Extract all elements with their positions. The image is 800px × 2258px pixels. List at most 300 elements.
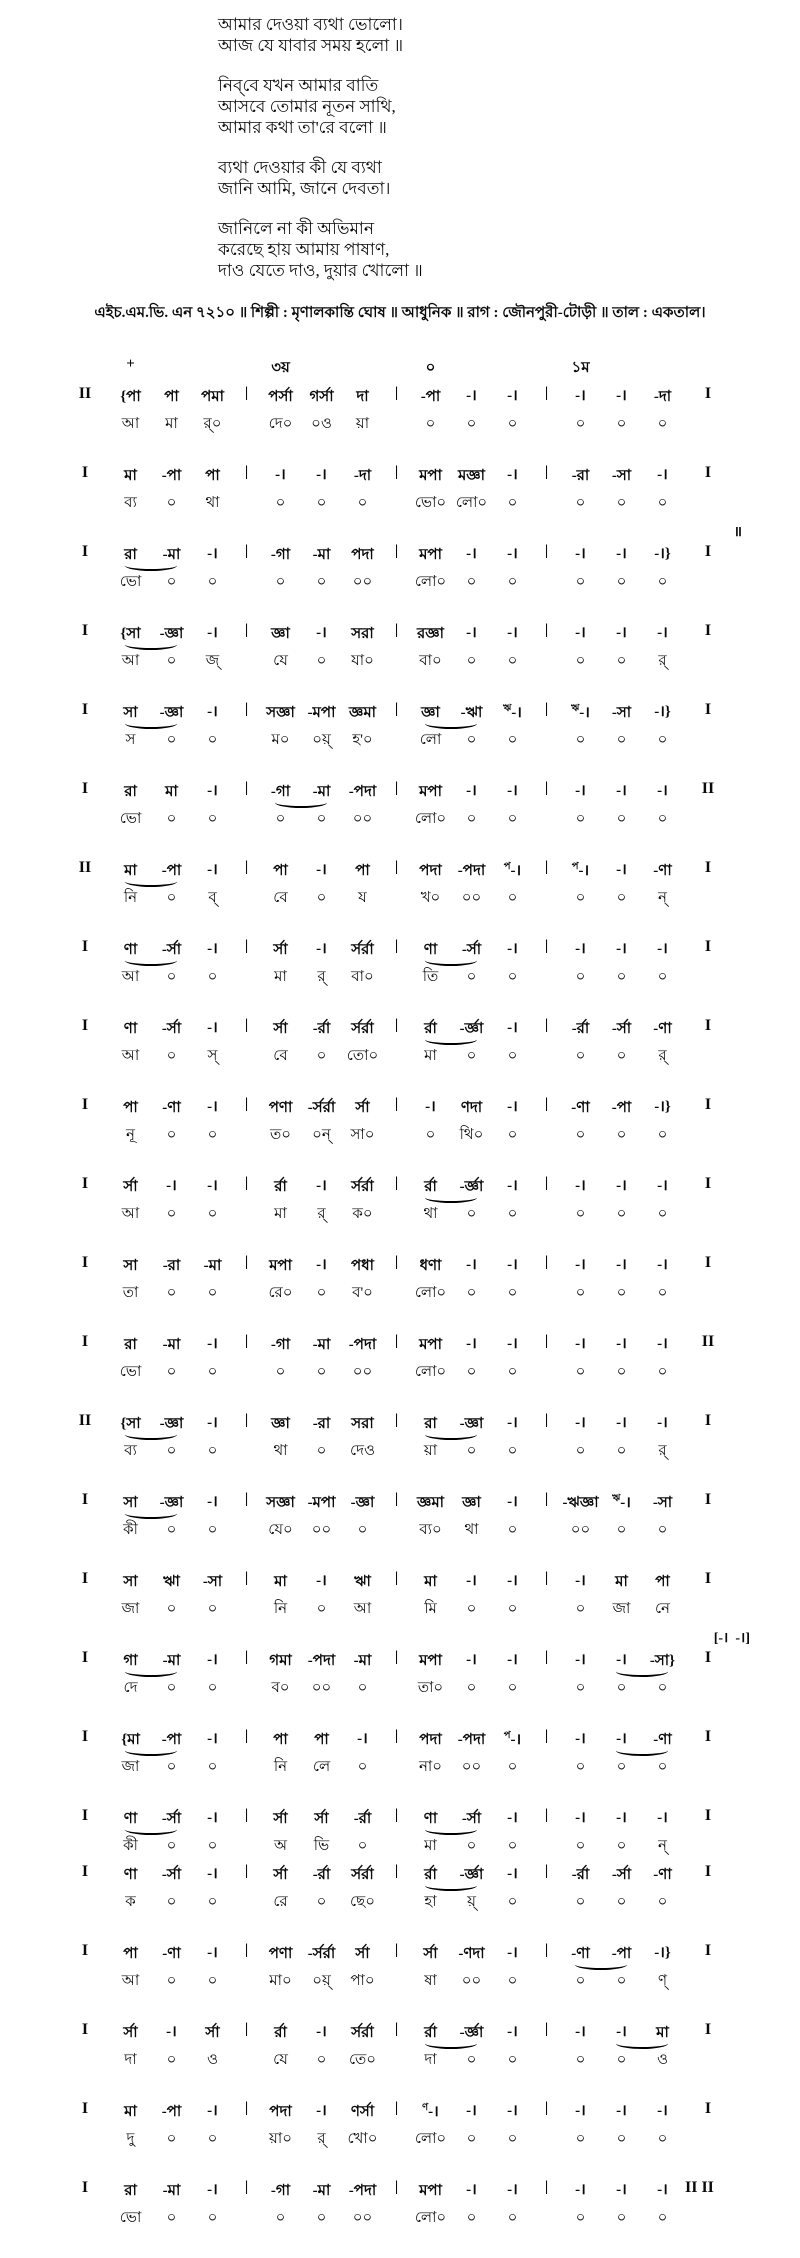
note-group xyxy=(260,1175,383,1200)
beat-cell-empty xyxy=(151,356,192,381)
note-group xyxy=(410,1728,533,1753)
note-cell: মপা xyxy=(419,547,442,563)
lyric-cell: ০ xyxy=(466,1680,477,1696)
lyric-cell: নি xyxy=(273,1759,288,1775)
lyric-group xyxy=(260,1202,383,1227)
lyric-divider-space xyxy=(233,649,260,674)
lyric-spacer xyxy=(683,965,733,990)
note-group xyxy=(410,1333,533,1358)
note-cell: -। xyxy=(657,783,668,799)
note-group xyxy=(110,859,233,884)
lyrics-stanza xyxy=(218,75,800,138)
lyric-group xyxy=(260,1676,383,1701)
note-cell: -। xyxy=(466,546,477,562)
note-cell: পদা xyxy=(269,2104,292,2120)
lyric-cell: ০ xyxy=(507,1522,518,1538)
note-cell: -জ্ঞা xyxy=(159,705,184,721)
lyric-cell: ০ xyxy=(616,495,627,511)
lyric-spacer xyxy=(683,1044,733,1069)
notes-line xyxy=(60,1017,800,1042)
bar-marker-left: I xyxy=(81,464,89,481)
lyric-cell: ০ xyxy=(507,1894,518,1910)
note-cell: -। xyxy=(616,862,627,878)
lyrics-line xyxy=(60,1834,800,1859)
lyric-cell: ০ xyxy=(616,1127,627,1143)
lyrics-line xyxy=(60,1890,800,1915)
bar-marker-left: I xyxy=(81,1863,89,1880)
note-cell: ঋা xyxy=(163,1574,180,1590)
lyric-cell: দে xyxy=(123,1680,138,1696)
lyrics-stanza xyxy=(218,157,800,199)
lyric-cell: ০ xyxy=(316,1048,327,1064)
note-cell: -রা xyxy=(162,1258,181,1274)
lyric-spacer xyxy=(683,1439,733,1464)
note-cell: -মা xyxy=(162,1337,181,1353)
lyric-cell: ০ xyxy=(657,416,668,432)
beat-marker-row xyxy=(60,356,800,381)
note-group xyxy=(410,1942,533,1967)
lyric-cell: ছে০ xyxy=(350,1894,375,1910)
lyric-divider-space xyxy=(233,965,260,990)
note-cell: -রা xyxy=(571,468,590,484)
note-group xyxy=(110,1412,233,1437)
note-cell: ণর্সা xyxy=(350,2104,375,2120)
note-group xyxy=(410,1017,533,1042)
lyric-group xyxy=(560,807,683,832)
note-cell: -। xyxy=(507,1257,518,1273)
lyric-cell: ০ xyxy=(575,416,586,432)
note-group xyxy=(410,1175,533,1200)
lyric-divider-space xyxy=(383,1360,410,1385)
lyric-cell: ০ xyxy=(575,2052,586,2068)
lyrics-line xyxy=(60,570,800,595)
lyric-cell: ব০ xyxy=(271,1680,290,1696)
note-cell: -। xyxy=(575,388,586,404)
beat-divider: | xyxy=(394,1096,399,1112)
note-cell: পা xyxy=(123,1100,138,1116)
bar-marker-left: I xyxy=(81,1942,89,1959)
notation-block xyxy=(60,356,800,2231)
lyric-divider-space xyxy=(533,1969,560,1994)
lyric-group xyxy=(110,649,233,674)
lyric-group xyxy=(560,1676,683,1701)
note-group xyxy=(260,543,383,568)
lyric-cell: বা০ xyxy=(351,969,374,985)
lyric-cell: ব'০ xyxy=(352,1285,373,1301)
lyric-cell: ন্ xyxy=(658,1838,667,1854)
lyric-cell: ০ xyxy=(507,2052,518,2068)
notes-line xyxy=(60,1096,800,1121)
lyric-spacer xyxy=(60,1676,110,1701)
note-cell: র্সা xyxy=(355,1100,370,1116)
notation-row xyxy=(60,859,800,911)
beat-divider: | xyxy=(544,385,549,401)
beat-divider: | xyxy=(394,385,399,401)
lyric-spacer xyxy=(60,649,110,674)
note-cell: পমা xyxy=(201,389,224,405)
lyric-cell: ০ xyxy=(616,1680,627,1696)
lyric-cell: ০ xyxy=(575,1127,586,1143)
note-group xyxy=(410,2179,533,2204)
lyric-cell: ০ xyxy=(466,1048,477,1064)
lyric-spacer xyxy=(683,1360,733,1385)
lyric-divider-space xyxy=(383,1890,410,1915)
note-cell: -পদা xyxy=(307,1653,336,1669)
beat-divider: | xyxy=(244,1649,249,1665)
lyric-cell: ভো xyxy=(119,811,142,827)
lyric-divider-space xyxy=(383,1202,410,1227)
notes-line xyxy=(60,385,800,410)
note-group xyxy=(410,1649,533,1674)
lyric-cell: আ xyxy=(121,416,140,432)
note-cell: -ণা xyxy=(162,1100,181,1116)
note-group xyxy=(410,780,533,805)
bar-marker-left: I xyxy=(81,1570,89,1587)
note-group xyxy=(110,1863,233,1888)
notation-row xyxy=(60,1096,800,1148)
note-cell: মা xyxy=(165,784,178,800)
note-cell: -। xyxy=(207,1945,218,1961)
lyric-group xyxy=(260,1044,383,1069)
lyric-cell: ক xyxy=(125,1894,136,1910)
bar-marker-right: I xyxy=(704,1942,712,1959)
lyric-cell: ০ xyxy=(657,1759,668,1775)
lyric-cell: ০ xyxy=(316,495,327,511)
beat-divider: | xyxy=(394,1254,399,1270)
bar-marker-right: I xyxy=(704,859,712,876)
lyric-spacer xyxy=(683,1834,733,1859)
octave-superscript: ঋ xyxy=(571,703,580,714)
notation-row xyxy=(60,2021,800,2073)
lyric-group xyxy=(410,491,533,516)
note-group xyxy=(260,1491,383,1516)
note-cell: র্রা xyxy=(424,1867,437,1883)
note-cell: -গা xyxy=(270,2183,291,2199)
lyric-cell: ০ xyxy=(357,1838,368,1854)
note-cell: -দা xyxy=(653,389,672,405)
lyric-divider-space xyxy=(533,1755,560,1780)
note-cell: -পা xyxy=(420,389,441,405)
lyric-group xyxy=(110,2127,233,2152)
note-cell: -। xyxy=(575,1178,586,1194)
lyric-cell: র্ xyxy=(658,1048,667,1064)
lyric-divider-space xyxy=(383,2206,410,2231)
note-cell: -।} xyxy=(654,1945,671,1961)
lyrics-line xyxy=(60,1439,800,1464)
note-group xyxy=(110,1649,233,1674)
lyric-spacer xyxy=(60,1202,110,1227)
beat-divider: | xyxy=(544,859,549,875)
note-group xyxy=(260,2021,383,2046)
note-cell: -। xyxy=(507,1652,518,1668)
note-group xyxy=(560,385,683,410)
lyric-group xyxy=(560,728,683,753)
lyric-cell: মা xyxy=(274,1206,287,1222)
lyric-group xyxy=(260,1281,383,1306)
lyrics-stanza xyxy=(218,218,800,281)
lyric-group xyxy=(110,2206,233,2231)
lyric-group xyxy=(110,1123,233,1148)
lyric-cell: ০০ xyxy=(352,811,373,827)
lyric-cell: ০ xyxy=(507,1364,518,1380)
beat-divider: | xyxy=(394,1649,399,1665)
lyric-spacer xyxy=(60,1281,110,1306)
lyric-cell: ০ xyxy=(575,1364,586,1380)
lyric-cell: ০ xyxy=(616,653,627,669)
beat-divider: | xyxy=(244,2179,249,2195)
note-cell: গর্সা xyxy=(309,389,334,405)
lyric-cell: জা xyxy=(121,1601,140,1617)
note-cell: র্সর্রা xyxy=(351,2025,374,2041)
beat-divider: | xyxy=(394,1728,399,1744)
lyric-cell: ০০ xyxy=(461,890,482,906)
note-cell: -। xyxy=(166,1178,177,1194)
lyric-cell: ০ xyxy=(207,2210,218,2226)
lyric-group xyxy=(260,807,383,832)
note-cell: -মা xyxy=(312,547,331,563)
beat-divider: | xyxy=(244,1807,249,1823)
bar-marker-left: I xyxy=(81,780,89,797)
lyric-spacer xyxy=(683,1755,733,1780)
lyric-cell: ০ xyxy=(507,495,518,511)
beat-divider: | xyxy=(394,622,399,638)
note-group xyxy=(410,1570,533,1595)
lyric-cell: ০ xyxy=(316,2210,327,2226)
note-group xyxy=(560,464,683,489)
lyric-cell: লো০ xyxy=(455,495,488,511)
note-cell: -। xyxy=(207,941,218,957)
beat-divider: | xyxy=(394,464,399,480)
lyric-cell: থা xyxy=(205,495,220,511)
lyric-cell: ০ xyxy=(166,2210,177,2226)
beat-divider: | xyxy=(544,1175,549,1191)
lyric-cell: ০ xyxy=(466,2210,477,2226)
lyric-cell: ০ xyxy=(507,1127,518,1143)
note-cell: ণা xyxy=(423,1811,438,1827)
lyric-group xyxy=(410,570,533,595)
lyric-cell: ০ xyxy=(466,969,477,985)
note-cell: -মা xyxy=(312,784,331,800)
note-group xyxy=(110,1491,233,1516)
lyric-cell: ০ xyxy=(425,416,436,432)
lyric-cell: ০ xyxy=(207,1759,218,1775)
beat-cell-empty xyxy=(492,356,533,381)
lyric-group xyxy=(560,1890,683,1915)
lyric-cell: লো০ xyxy=(414,2131,447,2147)
lyric-cell: ০ xyxy=(166,2131,177,2147)
lyric-cell: রে০ xyxy=(268,1285,293,1301)
lyrics-line xyxy=(60,2206,800,2231)
bar-marker-left: II xyxy=(78,859,92,876)
notation-row xyxy=(60,1570,800,1622)
lyric-group xyxy=(260,412,383,437)
note-cell: -। xyxy=(207,2103,218,2119)
lyric-cell: ব্য xyxy=(124,1443,137,1459)
lyric-cell: ০ xyxy=(466,653,477,669)
lyric-divider-space xyxy=(233,1281,260,1306)
note-cell: রজ্ঞা xyxy=(417,626,444,642)
lyrics-line xyxy=(60,2048,800,2073)
lyric-cell: বা০ xyxy=(419,653,442,669)
lyric-group xyxy=(110,2048,233,2073)
lyric-divider-space xyxy=(383,570,410,595)
lyric-divider-space xyxy=(383,1755,410,1780)
lyric-cell: ০ xyxy=(207,574,218,590)
note-cell: -র্জ্ঞা xyxy=(459,2025,484,2041)
lyrics-line xyxy=(60,2127,800,2152)
bar-marker-left: I xyxy=(81,1807,89,1824)
note-group xyxy=(410,622,533,647)
lyrics-line xyxy=(60,412,800,437)
lyric-divider-space xyxy=(383,1969,410,1994)
lyric-cell: মা xyxy=(165,416,178,432)
lyric-cell: ০য়্ xyxy=(312,732,331,748)
note-cell: ণা xyxy=(123,942,138,958)
note-group xyxy=(560,1728,683,1753)
beat-marker: ৩য় xyxy=(271,360,290,376)
note-group xyxy=(260,1254,383,1279)
notation-row xyxy=(60,525,800,595)
lyrics-line xyxy=(60,1044,800,1069)
lyric-group xyxy=(110,1518,233,1543)
note-cell: -। xyxy=(507,1573,518,1589)
beat-divider-space xyxy=(383,356,410,381)
beat-divider: | xyxy=(544,1096,549,1112)
note-cell: ণা xyxy=(423,942,438,958)
lyric-divider-space xyxy=(383,491,410,516)
beat-divider: | xyxy=(244,1096,249,1112)
note-cell: -ণা xyxy=(653,1867,672,1883)
note-cell: -। xyxy=(466,2182,477,2198)
beat-group xyxy=(110,356,233,381)
note-cell: -। xyxy=(657,1810,668,1826)
beat-divider: | xyxy=(394,1863,399,1879)
lyric-group xyxy=(410,1755,533,1780)
lyric-cell: ০ xyxy=(575,653,586,669)
bar-marker-right: I xyxy=(704,1254,712,1271)
note-cell: -পদা xyxy=(348,784,377,800)
lyric-cell: ০ xyxy=(166,732,177,748)
note-cell: র্সর্রা xyxy=(351,1179,374,1195)
lyric-cell: ০ xyxy=(575,1759,586,1775)
bar-marker-right: I xyxy=(704,622,712,639)
note-cell: সজ্ঞা xyxy=(266,705,295,721)
note-cell: -।} xyxy=(654,1099,671,1115)
lyric-text-line: জানি আমি, জানে দেবতা। xyxy=(218,179,391,198)
beat-divider: | xyxy=(244,1942,249,1958)
lyric-spacer xyxy=(683,649,733,674)
note-cell: জ্ঞা xyxy=(421,705,440,721)
lyric-group xyxy=(260,2048,383,2073)
lyric-group xyxy=(260,491,383,516)
note-cell: -র্জ্ঞা xyxy=(459,1021,484,1037)
note-cell: জ্ঞা xyxy=(271,626,290,642)
lyric-cell: ০ xyxy=(207,732,218,748)
note-cell: -র্রা xyxy=(312,1021,331,1037)
note-cell: $^ঋ$-। xyxy=(571,703,590,721)
beat-divider: | xyxy=(544,2100,549,2116)
note-cell: -। xyxy=(316,1178,327,1194)
lyric-group xyxy=(410,728,533,753)
lyric-cell: ০ও xyxy=(311,416,332,432)
lyric-cell: ০০ xyxy=(352,1364,373,1380)
lyrics-line xyxy=(60,886,800,911)
lyric-divider-space xyxy=(233,1834,260,1859)
lyric-cell: ০ xyxy=(316,574,327,590)
lyric-cell: ০ xyxy=(316,1443,327,1459)
note-group xyxy=(410,2100,533,2125)
notes-line xyxy=(60,1412,800,1437)
note-cell: -। xyxy=(316,1257,327,1273)
note-group xyxy=(410,1863,533,1888)
lyric-spacer xyxy=(683,1676,733,1701)
note-cell: -পদা xyxy=(348,1337,377,1353)
lyric-spacer xyxy=(60,1439,110,1464)
lyric-cell: র্ xyxy=(317,1206,326,1222)
notation-row xyxy=(60,464,800,516)
note-group xyxy=(560,2179,683,2204)
note-group xyxy=(410,859,533,884)
lyric-cell: মা xyxy=(424,1048,437,1064)
lyric-cell: ০ xyxy=(575,1601,586,1617)
lyric-group xyxy=(110,886,233,911)
lyric-cell: জা xyxy=(121,1759,140,1775)
note-cell: র্সা xyxy=(273,942,288,958)
bar-marker-right: I xyxy=(704,938,712,955)
lyric-cell: য xyxy=(358,890,367,906)
note-cell: -। xyxy=(507,1336,518,1352)
lyric-group xyxy=(560,965,683,990)
lyric-group xyxy=(410,1439,533,1464)
lyric-cell: ০ xyxy=(275,1364,286,1380)
note-group xyxy=(560,1017,683,1042)
lyric-divider-space xyxy=(383,1834,410,1859)
note-cell: -র্সর্রা xyxy=(307,1100,336,1116)
lyric-cell: ০ xyxy=(207,1680,218,1696)
octave-superscript: ঋ xyxy=(612,1493,621,1504)
note-group xyxy=(110,622,233,647)
lyric-text-line: নিব্‌বে যখন আমার বাতি xyxy=(218,76,379,95)
lyric-cell: ০ xyxy=(166,969,177,985)
note-cell: -। xyxy=(575,1336,586,1352)
note-group xyxy=(110,1254,233,1279)
lyric-group xyxy=(560,1439,683,1464)
note-cell: -। xyxy=(507,1099,518,1115)
lyric-cell: কী xyxy=(123,1838,138,1854)
lyric-divider-space xyxy=(383,965,410,990)
bar-marker-right: I xyxy=(704,1175,712,1192)
note-cell: জ্ঞা xyxy=(271,1416,290,1432)
notes-line xyxy=(60,1254,800,1279)
note-cell: -মা xyxy=(312,1337,331,1353)
lyric-group xyxy=(110,1439,233,1464)
note-cell: -। xyxy=(466,1652,477,1668)
beat-group xyxy=(560,356,683,381)
lyric-divider-space xyxy=(233,412,260,437)
note-group xyxy=(260,859,383,884)
lyrics-line xyxy=(60,1281,800,1306)
lyric-spacer xyxy=(683,2048,733,2073)
lyric-cell: ০ xyxy=(616,1759,627,1775)
lyric-cell: ০ xyxy=(575,1206,586,1222)
note-cell: সা xyxy=(123,1258,138,1274)
notation-row xyxy=(60,1631,800,1701)
beat-divider: | xyxy=(394,1570,399,1586)
note-cell: -র্সা xyxy=(461,1811,482,1827)
row-annotation: [-। -।] xyxy=(713,1631,750,1646)
note-cell: -। xyxy=(207,1866,218,1882)
bar-marker-right: II II xyxy=(685,2179,714,2196)
